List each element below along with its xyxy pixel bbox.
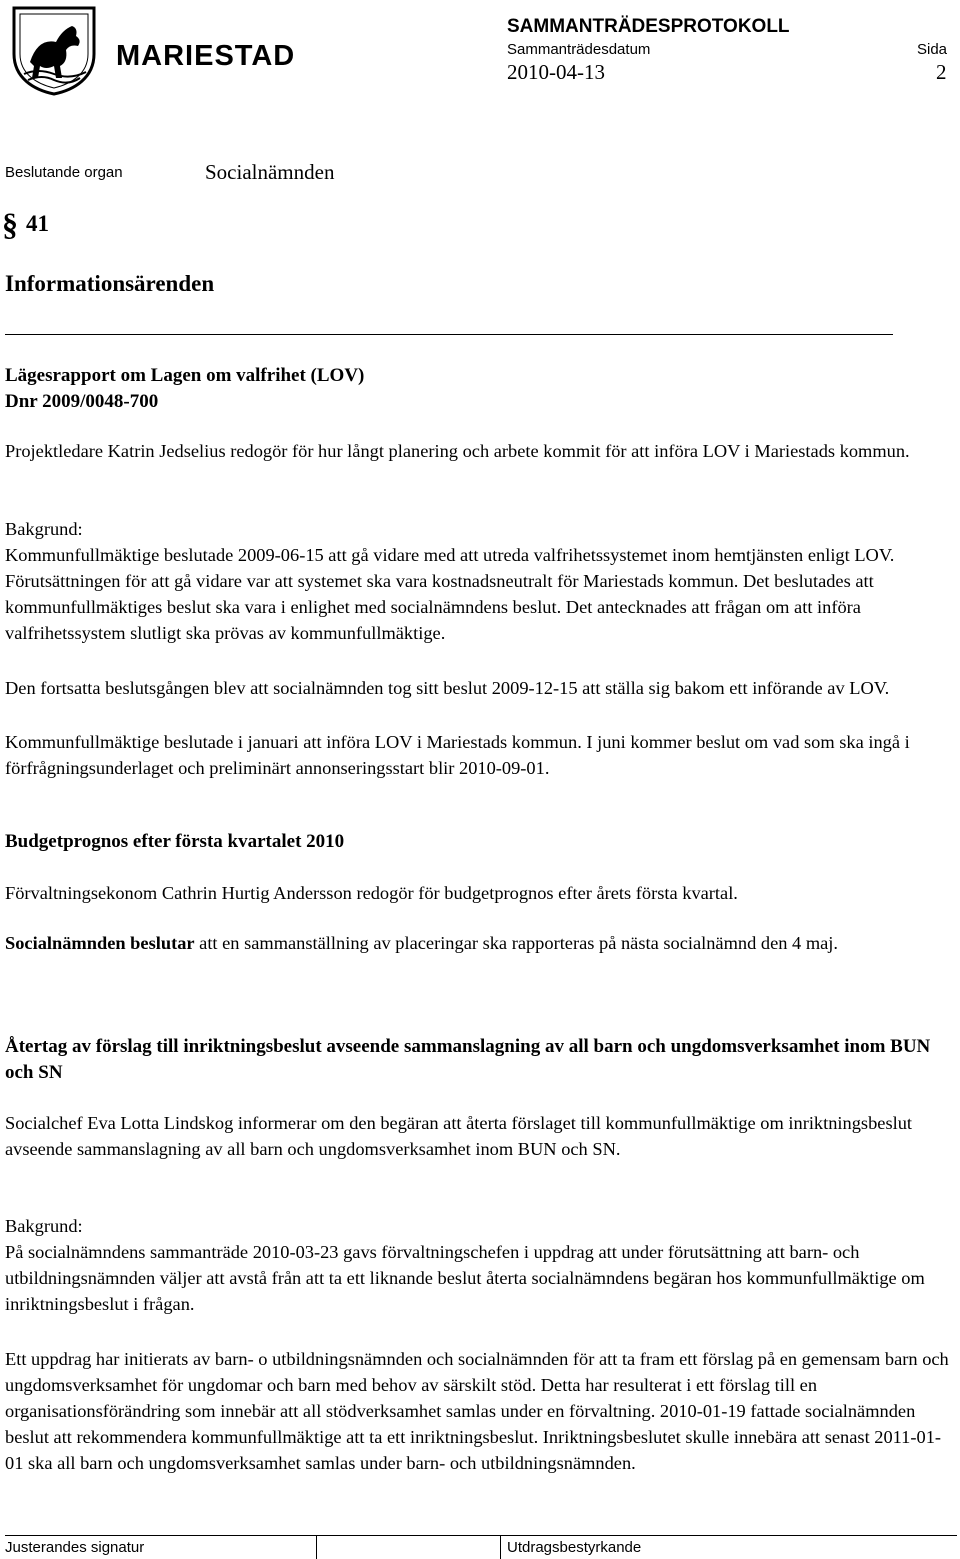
item-title-budget: Budgetprognos efter första kvartalet 2010 [5,831,345,852]
coat-of-arms-icon [8,4,100,96]
paragraph: Den fortsatta beslutsgången blev att socialnämnden tog sitt beslut 2009-12-15 att ställa sig bakom ett införande av LOV. [5,678,890,698]
paragraph: Kommunfullmäktige beslutade 2009-06-15 att gå vidare med att utreda valfrihetssystemet inom hemtjänsten enligt LOV. Förutsättningen för att gå vidare var att systemet ska vara kostnadsneutralt för Mariestads kommun. Det beslutades att kommunfullmäktiges beslut ska vara i enlighet med socialnämndens beslut. Det antecknades att frågan om att införa valfrihetssystem slutligt ska prövas av kommunfullmäktige. [5,545,895,643]
municipality-logo [8,4,296,96]
section-divider [5,334,893,335]
paragraph: Socialchef Eva Lotta Lindskog informerar om den begäran att återta förslaget till kommunfullmäktige om inriktningsbeslut avseende sammanslagning av all barn och ungdomsverksamhet inom BUN och SN. [5,1113,913,1159]
item-title-lov: Lägesrapport om Lagen om valfrihet (LOV) [5,365,365,386]
paragraph: Ett uppdrag har initierats av barn- o utbildningsnämnden och socialnämnden för att ta fram ett förslag på en gemensam barn och ungdomsverksamhet för ungdomar och barn med behov av särskilt stöd. Detta har resulterat i ett förslag till en organisationsförändring som innebär att all stödverksamhet samlas under en förvaltning. 2010-01-19 fattade socialnämnden beslut att rekommendera kommunfullmäktige att ta ett inriktningsbeslut. Inriktningsbeslutet skulle innebära att senast 2011-01-01 ska all barn och ungdomsverksamhet samlas under barn- och utbildningsnämnden. [5,1349,949,1473]
organ-name: Socialnämnden [205,160,335,184]
page-number: 2 [936,60,947,84]
item-title-atertag: Återtag av förslag till inriktningsbeslut avseende sammanslagning av all barn och ungdomsverksamhet inom BUN och SN [5,1036,931,1083]
decision-paragraph [5,930,950,956]
bakgrund-label: Bakgrund: [5,1216,83,1236]
logo-wordmark: MARIESTAD [116,40,296,72]
section-title: Informationsärenden [5,271,215,296]
extract-label: Utdragsbestyrkande [507,1539,642,1556]
decision-lead: Socialnämnden beslutar [5,933,195,953]
paragraph: Kommunfullmäktige beslutade i januari att införa LOV i Mariestads kommun. I juni kommer beslut om vad som ska ingå i förfrågningsunderlaget och preliminärt annonseringsstart blir 2010-09-01. [5,732,910,778]
footer-separator-2 [500,1535,501,1559]
paragraph: Förvaltningsekonom Cathrin Hurtig Andersson redogör för budgetprognos efter årets första kvartal. [5,883,738,903]
signature-label: Justerandes signatur [5,1539,145,1556]
item-dnr-lov: Dnr 2009/0048-700 [5,391,159,412]
section-symbol: § [2,206,18,242]
footer-separator-1 [316,1535,317,1559]
paragraph: Projektledare Katrin Jedselius redogör för hur långt planering och arbete kommit för att införa LOV i Mariestads kommun. [5,441,910,461]
document-type: SAMMANTRÄDESPROTOKOLL [507,16,790,37]
footer-divider [5,1535,957,1536]
organ-label: Beslutande organ [5,164,123,181]
paragraph: På socialnämndens sammanträde 2010-03-23 gavs förvaltningschefen i uppdrag att under förutsättning att barn- och utbildningsnämnden väljer att avstå från att ta ett liknande beslut återta socialnämndens begäran hos kommunfullmäktige om inriktningsbeslut i frågan. [5,1242,925,1314]
date-label: Sammanträdesdatum [507,41,651,58]
bakgrund-label: Bakgrund: [5,519,83,539]
page-label: Sida [917,41,948,58]
decision-text: att en sammanställning av placeringar ska rapporteras på nästa socialnämnd den 4 maj. [194,933,839,953]
meeting-date: 2010-04-13 [507,60,605,84]
section-number: 41 [26,211,49,236]
